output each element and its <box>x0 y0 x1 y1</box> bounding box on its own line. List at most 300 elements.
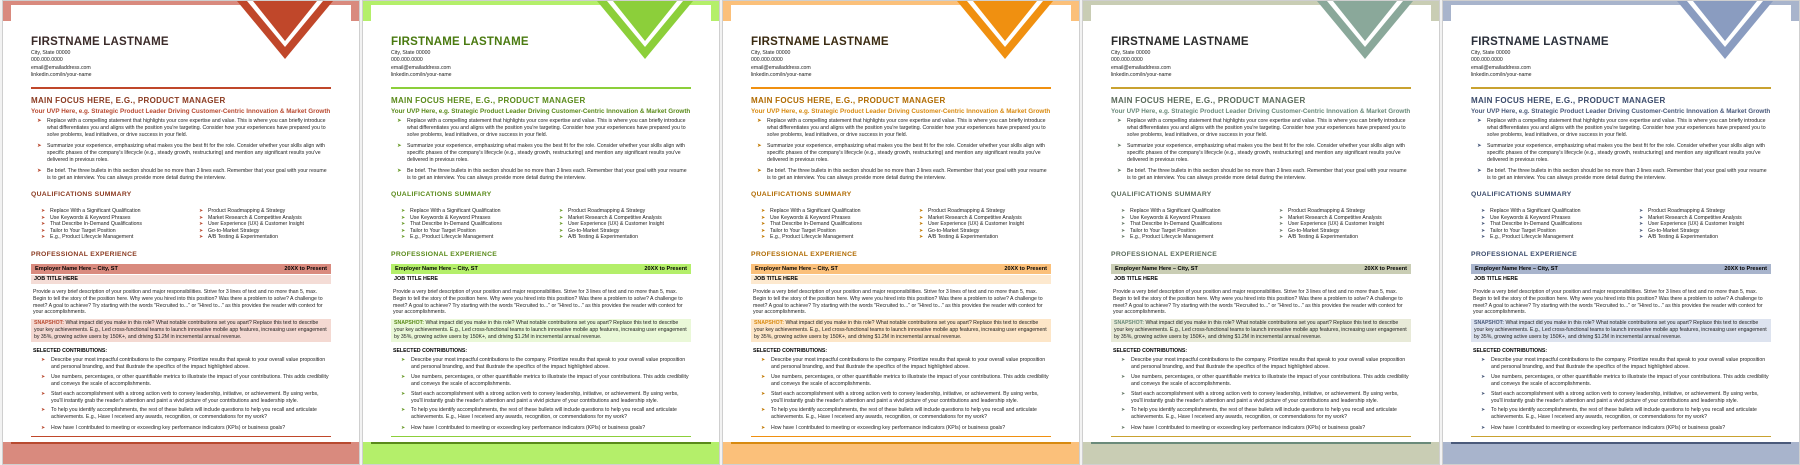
qualifications-left-column <box>1121 208 1222 241</box>
employment-dates: 20XX to Present <box>644 266 687 272</box>
uvp-line: Your UVP Here, e.g. Strategic Product Leader Driving Customer-Centric Innovation & Market Growth <box>1111 108 1411 115</box>
contact-city: City, State 00000 <box>31 50 71 56</box>
arrow-bullet-icon: ➤ <box>41 357 46 363</box>
bottom-color-band <box>1083 442 1439 464</box>
contact-linkedin: linkedin.com/in/your-name <box>1471 72 1532 79</box>
arrow-bullet-icon: ➤ <box>1481 234 1486 240</box>
summary-bullet: ➤ Replace with a compelling statement that highlights your core expertise and value. This is where you can briefly introduce what differentiates you and aligns with the position you're targeting. Consider how your experiences have prepared you to solve problems, lead initiatives, or drive success in your field. <box>1477 118 1766 138</box>
header-divider <box>1111 87 1411 89</box>
contribution-bullet: ➤ Start each accomplishment with a strong action verb to convey leadership, initiative, or achievement. By using verbs, you'll instantly grab the reader's attention and paint a vivid picture of your contributions and leadership style. <box>761 391 1039 404</box>
qualification-item: ➤ Product Roadmapping & Strategy <box>1279 208 1366 214</box>
arrow-bullet-icon: ➤ <box>559 208 564 214</box>
employment-dates: 20XX to Present <box>1004 266 1047 272</box>
arrow-bullet-icon: ➤ <box>199 227 204 234</box>
employer-bar <box>1111 264 1411 274</box>
contribution-bullet: ➤ Describe your most impactful contributions to the company. Prioritize results that speak to your overall value proposition and personal branding, and that illustrate the specifics of the impact highlighted above. <box>41 357 326 370</box>
arrow-bullet-icon: ➤ <box>1121 214 1126 221</box>
employer-name: Employer Name Here – City, ST <box>35 266 118 272</box>
arrow-bullet-icon: ➤ <box>1121 221 1126 227</box>
qualification-item: ➤ Tailor to Your Target Position <box>1481 227 1556 234</box>
snapshot-label: SNAPSHOT: <box>1474 320 1504 326</box>
qualification-item: ➤ Product Roadmapping & Strategy <box>1639 208 1726 214</box>
qualification-item: ➤ Use Keywords & Keyword Phrases <box>401 214 491 221</box>
experience-heading: PROFESSIONAL EXPERIENCE <box>391 251 498 258</box>
employer-bar <box>31 264 331 274</box>
qualification-item: ➤ E.g., Product Lifecycle Management <box>761 234 854 240</box>
contact-email: email@emailaddress.com <box>391 64 451 71</box>
focus-heading: MAIN FOCUS HERE, E.G., PRODUCT MANAGER <box>1471 96 1666 105</box>
contribution-bullet: ➤ Use numbers, percentages, or other quantifiable metrics to illustrate the impact of your contributions. This adds credibility and conveys the scale of accomplishments. <box>41 374 329 387</box>
arrow-bullet-icon: ➤ <box>1279 214 1284 221</box>
bottom-color-band <box>1443 442 1799 464</box>
candidate-name: FIRSTNAME LASTNAME <box>31 36 169 48</box>
qualifications-heading: QUALIFICATIONS SUMMARY <box>1111 191 1212 198</box>
qualifications-heading: QUALIFICATIONS SUMMARY <box>31 191 132 198</box>
arrow-bullet-icon: ➤ <box>1481 208 1486 214</box>
snapshot-text: What impact did you make in this role? What notable contributions set you apart? Replace this text to describe your key achievements. E.g., Led cross-functional teams to launch innovative mobile app features, increasing user engagement by 35%, growing active users by 150K+, and driving $1.2M in incremental annual revenue. <box>394 320 687 340</box>
arrow-bullet-icon: ➤ <box>761 214 766 221</box>
candidate-name: FIRSTNAME LASTNAME <box>751 36 889 48</box>
contribution-bullet: ➤ Use numbers, percentages, or other quantifiable metrics to illustrate the impact of your contributions. This adds credibility and conveys the scale of accomplishments. <box>1121 374 1409 387</box>
arrow-bullet-icon: ➤ <box>1279 227 1284 234</box>
uvp-line: Your UVP Here, e.g. Strategic Product Leader Driving Customer-Centric Innovation & Market Growth <box>391 108 691 115</box>
arrow-bullet-icon: ➤ <box>199 208 204 214</box>
arrow-bullet-icon: ➤ <box>41 391 46 397</box>
qualification-item: ➤ Go-to-Market Strategy <box>919 227 980 234</box>
focus-heading: MAIN FOCUS HERE, E.G., PRODUCT MANAGER <box>751 96 946 105</box>
contact-linkedin: linkedin.com/in/your-name <box>31 72 92 79</box>
snapshot-box <box>1471 319 1771 342</box>
contact-city: City, State 00000 <box>391 50 431 56</box>
qualifications-right-column <box>1639 208 1744 241</box>
contact-city: City, State 00000 <box>1111 50 1151 56</box>
summary-bullet: ➤ Summarize your experience, emphasizing what makes you the best fit for the role. Consider whether your skills align with specific phases of the company's lifecycle (e.g., steady growth, restructuring) and mention any significant results you've delivered in previous roles. <box>1117 143 1405 163</box>
arrow-bullet-icon: ➤ <box>401 208 406 214</box>
arrow-bullet-icon: ➤ <box>559 234 564 240</box>
arrow-bullet-icon: ➤ <box>1639 227 1644 234</box>
qualification-item: ➤ E.g., Product Lifecycle Management <box>41 234 134 240</box>
employment-dates: 20XX to Present <box>284 266 327 272</box>
job-title: JOB TITLE HERE <box>751 275 1051 284</box>
arrow-bullet-icon: ➤ <box>1481 227 1486 234</box>
contact-linkedin: linkedin.com/in/your-name <box>1111 72 1172 79</box>
qualification-item: ➤ E.g., Product Lifecycle Management <box>1481 234 1574 240</box>
contact-block <box>391 50 452 80</box>
header-divider <box>31 87 331 89</box>
summary-bullet: ➤ Be brief. The three bullets in this section should be no more than 3 lines each. Remember that your goal with your resume is to get an interview. You can always provide more detail during the interview. <box>397 168 687 181</box>
contribution-bullet: ➤ To help you identify accomplishments, the rest of these bullets will include questions to help you recall and articulate achievements. E.g., Have I received any awards, recognition, or commendations for my work? <box>41 407 317 420</box>
qualification-item: ➤ Product Roadmapping & Strategy <box>559 208 646 214</box>
bottom-color-band <box>723 442 1079 464</box>
qualification-item: ➤ Replace With a Significant Qualification <box>401 208 501 214</box>
arrow-bullet-icon: ➤ <box>41 214 46 221</box>
arrow-bullet-icon: ➤ <box>37 168 42 174</box>
resume-sheet-3[interactable] <box>722 0 1080 465</box>
contact-block <box>751 50 812 80</box>
header-divider <box>391 87 691 89</box>
job-title: JOB TITLE HERE <box>1111 275 1411 284</box>
qualification-item: ➤ E.g., Product Lifecycle Management <box>1121 234 1214 240</box>
arrow-bullet-icon: ➤ <box>1639 234 1644 240</box>
candidate-name: FIRSTNAME LASTNAME <box>391 36 529 48</box>
qualification-item: ➤ User Experience (UX) & Customer Insight <box>919 221 1025 227</box>
contributions-heading: SELECTED CONTRIBUTIONS: <box>753 348 828 354</box>
arrow-bullet-icon: ➤ <box>1121 425 1126 431</box>
employment-dates: 20XX to Present <box>1364 266 1407 272</box>
contribution-bullet: ➤ Start each accomplishment with a strong action verb to convey leadership, initiative, or achievement. By using verbs, you'll instantly grab the reader's attention and paint a vivid picture of your contributions and leadership style. <box>1121 391 1399 404</box>
arrow-bullet-icon: ➤ <box>1121 208 1126 214</box>
arrow-bullet-icon: ➤ <box>757 168 762 174</box>
qualifications-heading: QUALIFICATIONS SUMMARY <box>1471 191 1572 198</box>
arrow-bullet-icon: ➤ <box>1121 234 1126 240</box>
contact-email: email@emailaddress.com <box>31 64 91 71</box>
arrow-bullet-icon: ➤ <box>1481 374 1486 380</box>
qualification-item: ➤ Use Keywords & Keyword Phrases <box>1481 214 1571 221</box>
qualification-item: ➤ A/B Testing & Experimentation <box>199 234 278 240</box>
qualification-item: ➤ Market Research & Competitive Analysis <box>1639 214 1742 221</box>
contribution-bullet: ➤ Start each accomplishment with a strong action verb to convey leadership, initiative, or achievement. By using verbs, you'll instantly grab the reader's attention and paint a vivid picture of your contributions and leadership style. <box>41 391 319 404</box>
qualification-item: ➤ User Experience (UX) & Customer Insight <box>559 221 665 227</box>
contribution-bullet: ➤ To help you identify accomplishments, the rest of these bullets will include questions to help you recall and articulate achievements. E.g., Have I received any awards, recognition, or commendations for my work? <box>1121 407 1397 420</box>
focus-heading: MAIN FOCUS HERE, E.G., PRODUCT MANAGER <box>391 96 586 105</box>
qualification-item: ➤ Use Keywords & Keyword Phrases <box>761 214 851 221</box>
contribution-bullet: ➤ Describe your most impactful contributions to the company. Prioritize results that speak to your overall value proposition and personal branding, and that illustrate the specifics of the impact highlighted above. <box>1481 357 1766 370</box>
summary-bullet: ➤ Replace with a compelling statement that highlights your core expertise and value. This is where you can briefly introduce what differentiates you and aligns with the position you're targeting. Consider how your experiences have prepared you to solve problems, lead initiatives, or drive success in your field. <box>1117 118 1406 138</box>
arrow-bullet-icon: ➤ <box>757 143 762 149</box>
arrow-bullet-icon: ➤ <box>919 214 924 221</box>
summary-bullet: ➤ Summarize your experience, emphasizing what makes you the best fit for the role. Consider whether your skills align with specific phases of the company's lifecycle (e.g., steady growth, restructuring) and mention any significant results you've delivered in previous roles. <box>1477 143 1765 163</box>
snapshot-box <box>31 319 331 342</box>
qualification-item: ➤ Tailor to Your Target Position <box>761 227 836 234</box>
experience-heading: PROFESSIONAL EXPERIENCE <box>31 251 138 258</box>
contributions-heading: SELECTED CONTRIBUTIONS: <box>1473 348 1548 354</box>
contribution-bullet: ➤ Use numbers, percentages, or other quantifiable metrics to illustrate the impact of your contributions. This adds credibility and conveys the scale of accomplishments. <box>761 374 1049 387</box>
arrow-bullet-icon: ➤ <box>1121 357 1126 363</box>
footer-divider <box>1471 436 1771 437</box>
arrow-bullet-icon: ➤ <box>401 374 406 380</box>
arrow-bullet-icon: ➤ <box>1481 221 1486 227</box>
qualification-item: ➤ That Describe In-Demand Qualifications <box>761 221 862 227</box>
qualification-item: ➤ Market Research & Competitive Analysis <box>199 214 302 221</box>
contact-phone: 000.000.0000 <box>1111 57 1143 64</box>
arrow-bullet-icon: ➤ <box>919 234 924 240</box>
arrow-bullet-icon: ➤ <box>1279 221 1284 227</box>
contact-email: email@emailaddress.com <box>1111 64 1171 71</box>
qualification-item: ➤ User Experience (UX) & Customer Insight <box>1639 221 1745 227</box>
employer-name: Employer Name Here – City, ST <box>395 266 478 272</box>
contact-email: email@emailaddress.com <box>1471 64 1531 71</box>
contribution-bullet: ➤ Describe your most impactful contributions to the company. Prioritize results that speak to your overall value proposition and personal branding, and that illustrate the specifics of the impact highlighted above. <box>1121 357 1406 370</box>
arrow-bullet-icon: ➤ <box>919 208 924 214</box>
arrow-bullet-icon: ➤ <box>1121 227 1126 234</box>
contributions-heading: SELECTED CONTRIBUTIONS: <box>1113 348 1188 354</box>
arrow-bullet-icon: ➤ <box>1639 208 1644 214</box>
snapshot-text: What impact did you make in this role? What notable contributions set you apart? Replace this text to describe your key achievements. E.g., Led cross-functional teams to launch innovative mobile app features, increasing user engagement by 35%, growing active users by 150K+, and driving $1.2M in incremental annual revenue. <box>754 320 1047 340</box>
qualification-item: ➤ Go-to-Market Strategy <box>559 227 620 234</box>
arrow-bullet-icon: ➤ <box>1121 391 1126 397</box>
arrow-bullet-icon: ➤ <box>1639 214 1644 221</box>
qualifications-right-column <box>559 208 664 241</box>
qualifications-heading: QUALIFICATIONS SUMMARY <box>391 191 492 198</box>
qualification-item: ➤ Tailor to Your Target Position <box>41 227 116 234</box>
arrow-bullet-icon: ➤ <box>1279 234 1284 240</box>
contact-phone: 000.000.0000 <box>1471 57 1503 64</box>
arrow-bullet-icon: ➤ <box>1121 374 1126 380</box>
uvp-line: Your UVP Here, e.g. Strategic Product Leader Driving Customer-Centric Innovation & Market Growth <box>31 108 331 115</box>
arrow-bullet-icon: ➤ <box>41 374 46 380</box>
arrow-bullet-icon: ➤ <box>559 227 564 234</box>
job-title: JOB TITLE HERE <box>1471 275 1771 284</box>
qualification-item: ➤ Tailor to Your Target Position <box>401 227 476 234</box>
arrow-bullet-icon: ➤ <box>919 221 924 227</box>
contribution-bullet: ➤ Describe your most impactful contributions to the company. Prioritize results that speak to your overall value proposition and personal branding, and that illustrate the specifics of the impact highlighted above. <box>401 357 686 370</box>
contribution-bullet: ➤ How have I contributed to meeting or exceeding key performance indicators (KPIs) or business goals? <box>1481 425 1726 431</box>
snapshot-text: What impact did you make in this role? What notable contributions set you apart? Replace this text to describe your key achievements. E.g., Led cross-functional teams to launch innovative mobile app features, increasing user engagement by 35%, growing active users by 150K+, and driving $1.2M in incremental annual revenue. <box>1474 320 1767 340</box>
qualification-item: ➤ E.g., Product Lifecycle Management <box>401 234 494 240</box>
arrow-bullet-icon: ➤ <box>41 234 46 240</box>
experience-heading: PROFESSIONAL EXPERIENCE <box>751 251 858 258</box>
contact-city: City, State 00000 <box>751 50 791 56</box>
contribution-bullet: ➤ Use numbers, percentages, or other quantifiable metrics to illustrate the impact of your contributions. This adds credibility and conveys the scale of accomplishments. <box>401 374 689 387</box>
qualification-item: ➤ Market Research & Competitive Analysis <box>1279 214 1382 221</box>
qualification-item: ➤ A/B Testing & Experimentation <box>559 234 638 240</box>
resume-sheet-5[interactable] <box>1442 0 1800 465</box>
uvp-line: Your UVP Here, e.g. Strategic Product Leader Driving Customer-Centric Innovation & Market Growth <box>751 108 1051 115</box>
arrow-bullet-icon: ➤ <box>1481 425 1486 431</box>
snapshot-box <box>751 319 1051 342</box>
job-title: JOB TITLE HERE <box>391 275 691 284</box>
arrow-bullet-icon: ➤ <box>919 227 924 234</box>
qualification-item: ➤ Go-to-Market Strategy <box>1279 227 1340 234</box>
footer-divider <box>1111 436 1411 437</box>
footer-divider <box>751 436 1051 437</box>
contact-email: email@emailaddress.com <box>751 64 811 71</box>
arrow-bullet-icon: ➤ <box>199 234 204 240</box>
qualification-item: ➤ That Describe In-Demand Qualifications <box>1121 221 1222 227</box>
focus-heading: MAIN FOCUS HERE, E.G., PRODUCT MANAGER <box>1111 96 1306 105</box>
employer-name: Employer Name Here – City, ST <box>755 266 838 272</box>
qualification-item: ➤ Go-to-Market Strategy <box>199 227 260 234</box>
arrow-bullet-icon: ➤ <box>761 234 766 240</box>
qualification-item: ➤ Use Keywords & Keyword Phrases <box>1121 214 1211 221</box>
snapshot-text: What impact did you make in this role? What notable contributions set you apart? Replace this text to describe your key achievements. E.g., Led cross-functional teams to launch innovative mobile app features, increasing user engagement by 35%, growing active users by 150K+, and driving $1.2M in incremental annual revenue. <box>34 320 327 340</box>
qualification-item: ➤ Replace With a Significant Qualification <box>41 208 141 214</box>
experience-heading: PROFESSIONAL EXPERIENCE <box>1111 251 1218 258</box>
arrow-bullet-icon: ➤ <box>41 227 46 234</box>
arrow-bullet-icon: ➤ <box>761 407 766 413</box>
header-divider <box>1471 87 1771 89</box>
job-description: Provide a very brief description of your position and major responsibilities. Strive for 3 lines of text and no more than 5, max. Begin to tell the story of the position here. Why were you hired into this position? Was there a problem to solve? A challenge to meet? A goal to achieve? Try starting with the words "Recruited to..." or "Hired to..." as this provides the reader with context for your accomplishments. <box>1473 289 1763 316</box>
arrow-bullet-icon: ➤ <box>397 143 402 149</box>
qualifications-left-column <box>761 208 862 241</box>
arrow-bullet-icon: ➤ <box>199 214 204 221</box>
arrow-bullet-icon: ➤ <box>757 118 762 124</box>
bottom-color-band <box>3 442 359 464</box>
experience-heading: PROFESSIONAL EXPERIENCE <box>1471 251 1578 258</box>
contribution-bullet: ➤ Start each accomplishment with a strong action verb to convey leadership, initiative, or achievement. By using verbs, you'll instantly grab the reader's attention and paint a vivid picture of your contributions and leadership style. <box>1481 391 1759 404</box>
qualifications-left-column <box>1481 208 1582 241</box>
contribution-bullet: ➤ Use numbers, percentages, or other quantifiable metrics to illustrate the impact of your contributions. This adds credibility and conveys the scale of accomplishments. <box>1481 374 1769 387</box>
contribution-bullet: ➤ Start each accomplishment with a strong action verb to convey leadership, initiative, or achievement. By using verbs, you'll instantly grab the reader's attention and paint a vivid picture of your contributions and leadership style. <box>401 391 679 404</box>
summary-bullet: ➤ Be brief. The three bullets in this section should be no more than 3 lines each. Remember that your goal with your resume is to get an interview. You can always provide more detail during the interview. <box>1477 168 1767 181</box>
arrow-bullet-icon: ➤ <box>1477 118 1482 124</box>
arrow-bullet-icon: ➤ <box>761 374 766 380</box>
qualifications-heading: QUALIFICATIONS SUMMARY <box>751 191 852 198</box>
contact-block <box>1111 50 1172 80</box>
arrow-bullet-icon: ➤ <box>1481 407 1486 413</box>
summary-bullet: ➤ Be brief. The three bullets in this section should be no more than 3 lines each. Remember that your goal with your resume is to get an interview. You can always provide more detail during the interview. <box>757 168 1047 181</box>
qualification-item: ➤ That Describe In-Demand Qualifications <box>401 221 502 227</box>
employer-name: Employer Name Here – City, ST <box>1115 266 1198 272</box>
employment-dates: 20XX to Present <box>1724 266 1767 272</box>
footer-divider <box>391 436 691 437</box>
qualifications-left-column <box>401 208 502 241</box>
qualification-item: ➤ Replace With a Significant Qualification <box>1121 208 1221 214</box>
snapshot-text: What impact did you make in this role? What notable contributions set you apart? Replace this text to describe your key achievements. E.g., Led cross-functional teams to launch innovative mobile app features, increasing user engagement by 35%, growing active users by 150K+, and driving $1.2M in incremental annual revenue. <box>1114 320 1407 340</box>
resume-sheet-4[interactable] <box>1082 0 1440 465</box>
arrow-bullet-icon: ➤ <box>761 208 766 214</box>
qualification-item: ➤ User Experience (UX) & Customer Insight <box>1279 221 1385 227</box>
candidate-name: FIRSTNAME LASTNAME <box>1471 36 1609 48</box>
arrow-bullet-icon: ➤ <box>37 143 42 149</box>
qualification-item: ➤ A/B Testing & Experimentation <box>1279 234 1358 240</box>
arrow-bullet-icon: ➤ <box>761 227 766 234</box>
contact-block <box>31 50 92 80</box>
contribution-bullet: ➤ To help you identify accomplishments, the rest of these bullets will include questions to help you recall and articulate achievements. E.g., Have I received any awards, recognition, or commendations for my work? <box>401 407 677 420</box>
summary-bullet: ➤ Replace with a compelling statement that highlights your core expertise and value. This is where you can briefly introduce what differentiates you and aligns with the position you're targeting. Consider how your experiences have prepared you to solve problems, lead initiatives, or drive success in your field. <box>37 118 326 138</box>
corner-chevron-decoration <box>597 1 693 59</box>
arrow-bullet-icon: ➤ <box>1117 118 1122 124</box>
qualification-item: ➤ Go-to-Market Strategy <box>1639 227 1700 234</box>
arrow-bullet-icon: ➤ <box>401 221 406 227</box>
qualifications-left-column <box>41 208 142 241</box>
qualification-item: ➤ Market Research & Competitive Analysis <box>559 214 662 221</box>
arrow-bullet-icon: ➤ <box>761 425 766 431</box>
arrow-bullet-icon: ➤ <box>37 118 42 124</box>
qualifications-right-column <box>919 208 1024 241</box>
arrow-bullet-icon: ➤ <box>1279 208 1284 214</box>
arrow-bullet-icon: ➤ <box>1481 357 1486 363</box>
qualification-item: ➤ User Experience (UX) & Customer Insight <box>199 221 305 227</box>
arrow-bullet-icon: ➤ <box>559 214 564 221</box>
arrow-bullet-icon: ➤ <box>1481 391 1486 397</box>
candidate-name: FIRSTNAME LASTNAME <box>1111 36 1249 48</box>
employer-bar <box>751 264 1051 274</box>
contact-linkedin: linkedin.com/in/your-name <box>751 72 812 79</box>
qualifications-right-column <box>199 208 304 241</box>
job-title: JOB TITLE HERE <box>31 275 331 284</box>
arrow-bullet-icon: ➤ <box>397 118 402 124</box>
employer-bar <box>1471 264 1771 274</box>
arrow-bullet-icon: ➤ <box>1117 143 1122 149</box>
summary-bullet: ➤ Be brief. The three bullets in this section should be no more than 3 lines each. Remember that your goal with your resume is to get an interview. You can always provide more detail during the interview. <box>1117 168 1407 181</box>
arrow-bullet-icon: ➤ <box>401 407 406 413</box>
qualification-item: ➤ Replace With a Significant Qualification <box>761 208 861 214</box>
arrow-bullet-icon: ➤ <box>761 221 766 227</box>
contact-phone: 000.000.0000 <box>31 57 63 64</box>
contact-city: City, State 00000 <box>1471 50 1511 56</box>
arrow-bullet-icon: ➤ <box>401 214 406 221</box>
contact-block <box>1471 50 1532 80</box>
employer-name: Employer Name Here – City, ST <box>1475 266 1558 272</box>
qualifications-right-column <box>1279 208 1384 241</box>
arrow-bullet-icon: ➤ <box>41 425 46 431</box>
qualification-item: ➤ That Describe In-Demand Qualifications <box>41 221 142 227</box>
arrow-bullet-icon: ➤ <box>397 168 402 174</box>
corner-chevron-decoration <box>237 1 333 59</box>
qualification-item: ➤ Market Research & Competitive Analysis <box>919 214 1022 221</box>
arrow-bullet-icon: ➤ <box>1477 143 1482 149</box>
qualification-item: ➤ Product Roadmapping & Strategy <box>919 208 1006 214</box>
arrow-bullet-icon: ➤ <box>1121 407 1126 413</box>
qualification-item: ➤ Tailor to Your Target Position <box>1121 227 1196 234</box>
job-description: Provide a very brief description of your position and major responsibilities. Strive for 3 lines of text and no more than 5, max. Begin to tell the story of the position here. Why were you hired into this position? Was there a problem to solve? A challenge to meet? A goal to achieve? Try starting with the words "Recruited to..." or "Hired to..." as this provides the reader with context for your accomplishments. <box>393 289 683 316</box>
job-description: Provide a very brief description of your position and major responsibilities. Strive for 3 lines of text and no more than 5, max. Begin to tell the story of the position here. Why were you hired into this position? Was there a problem to solve? A challenge to meet? A goal to achieve? Try starting with the words "Recruited to..." or "Hired to..." as this provides the reader with context for your accomplishments. <box>1113 289 1403 316</box>
summary-bullet: ➤ Summarize your experience, emphasizing what makes you the best fit for the role. Consider whether your skills align with specific phases of the company's lifecycle (e.g., steady growth, restructuring) and mention any significant results you've delivered in previous roles. <box>397 143 685 163</box>
header-divider <box>751 87 1051 89</box>
resume-sheet-1[interactable] <box>2 0 360 465</box>
job-description: Provide a very brief description of your position and major responsibilities. Strive for 3 lines of text and no more than 5, max. Begin to tell the story of the position here. Why were you hired into this position? Was there a problem to solve? A challenge to meet? A goal to achieve? Try starting with the words "Recruited to..." or "Hired to..." as this provides the reader with context for your accomplishments. <box>33 289 323 316</box>
summary-bullet: ➤ Replace with a compelling statement that highlights your core expertise and value. This is where you can briefly introduce what differentiates you and aligns with the position you're targeting. Consider how your experiences have prepared you to solve problems, lead initiatives, or drive success in your field. <box>397 118 686 138</box>
corner-chevron-decoration <box>957 1 1053 59</box>
snapshot-label: SNAPSHOT: <box>754 320 784 326</box>
arrow-bullet-icon: ➤ <box>41 407 46 413</box>
contact-phone: 000.000.0000 <box>751 57 783 64</box>
arrow-bullet-icon: ➤ <box>41 221 46 227</box>
qualification-item: ➤ Product Roadmapping & Strategy <box>199 208 286 214</box>
arrow-bullet-icon: ➤ <box>401 391 406 397</box>
snapshot-box <box>391 319 691 342</box>
qualification-item: ➤ A/B Testing & Experimentation <box>919 234 998 240</box>
arrow-bullet-icon: ➤ <box>401 227 406 234</box>
arrow-bullet-icon: ➤ <box>401 425 406 431</box>
summary-bullet: ➤ Summarize your experience, emphasizing what makes you the best fit for the role. Consider whether your skills align with specific phases of the company's lifecycle (e.g., steady growth, restructuring) and mention any significant results you've delivered in previous roles. <box>757 143 1045 163</box>
footer-divider <box>31 436 331 437</box>
contributions-heading: SELECTED CONTRIBUTIONS: <box>33 348 108 354</box>
qualification-item: ➤ Replace With a Significant Qualification <box>1481 208 1581 214</box>
arrow-bullet-icon: ➤ <box>761 357 766 363</box>
summary-bullet: ➤ Replace with a compelling statement that highlights your core expertise and value. This is where you can briefly introduce what differentiates you and aligns with the position you're targeting. Consider how your experiences have prepared you to solve problems, lead initiatives, or drive success in your field. <box>757 118 1046 138</box>
arrow-bullet-icon: ➤ <box>559 221 564 227</box>
job-description: Provide a very brief description of your position and major responsibilities. Strive for 3 lines of text and no more than 5, max. Begin to tell the story of the position here. Why were you hired into this position? Was there a problem to solve? A challenge to meet? A goal to achieve? Try starting with the words "Recruited to..." or "Hired to..." as this provides the reader with context for your accomplishments. <box>753 289 1043 316</box>
snapshot-label: SNAPSHOT: <box>34 320 64 326</box>
summary-bullet: ➤ Summarize your experience, emphasizing what makes you the best fit for the role. Consider whether your skills align with specific phases of the company's lifecycle (e.g., steady growth, restructuring) and mention any significant results you've delivered in previous roles. <box>37 143 325 163</box>
contribution-bullet: ➤ How have I contributed to meeting or exceeding key performance indicators (KPIs) or business goals? <box>761 425 1006 431</box>
contribution-bullet: ➤ To help you identify accomplishments, the rest of these bullets will include questions to help you recall and articulate achievements. E.g., Have I received any awards, recognition, or commendations for my work? <box>1481 407 1757 420</box>
qualification-item: ➤ Use Keywords & Keyword Phrases <box>41 214 131 221</box>
snapshot-label: SNAPSHOT: <box>1114 320 1144 326</box>
corner-chevron-decoration <box>1317 1 1413 59</box>
contribution-bullet: ➤ How have I contributed to meeting or exceeding key performance indicators (KPIs) or business goals? <box>401 425 646 431</box>
arrow-bullet-icon: ➤ <box>401 357 406 363</box>
qualification-item: ➤ That Describe In-Demand Qualifications <box>1481 221 1582 227</box>
arrow-bullet-icon: ➤ <box>761 391 766 397</box>
snapshot-box <box>1111 319 1411 342</box>
contribution-bullet: ➤ How have I contributed to meeting or exceeding key performance indicators (KPIs) or business goals? <box>41 425 286 431</box>
arrow-bullet-icon: ➤ <box>401 234 406 240</box>
snapshot-label: SNAPSHOT: <box>394 320 424 326</box>
contribution-bullet: ➤ To help you identify accomplishments, the rest of these bullets will include questions to help you recall and articulate achievements. E.g., Have I received any awards, recognition, or commendations for my work? <box>761 407 1037 420</box>
arrow-bullet-icon: ➤ <box>1481 214 1486 221</box>
arrow-bullet-icon: ➤ <box>41 208 46 214</box>
contact-linkedin: linkedin.com/in/your-name <box>391 72 452 79</box>
resume-sheet-2[interactable] <box>362 0 720 465</box>
focus-heading: MAIN FOCUS HERE, E.G., PRODUCT MANAGER <box>31 96 226 105</box>
uvp-line: Your UVP Here, e.g. Strategic Product Leader Driving Customer-Centric Innovation & Market Growth <box>1471 108 1771 115</box>
contribution-bullet: ➤ Describe your most impactful contributions to the company. Prioritize results that speak to your overall value proposition and personal branding, and that illustrate the specifics of the impact highlighted above. <box>761 357 1046 370</box>
contribution-bullet: ➤ How have I contributed to meeting or exceeding key performance indicators (KPIs) or business goals? <box>1121 425 1366 431</box>
contributions-heading: SELECTED CONTRIBUTIONS: <box>393 348 468 354</box>
